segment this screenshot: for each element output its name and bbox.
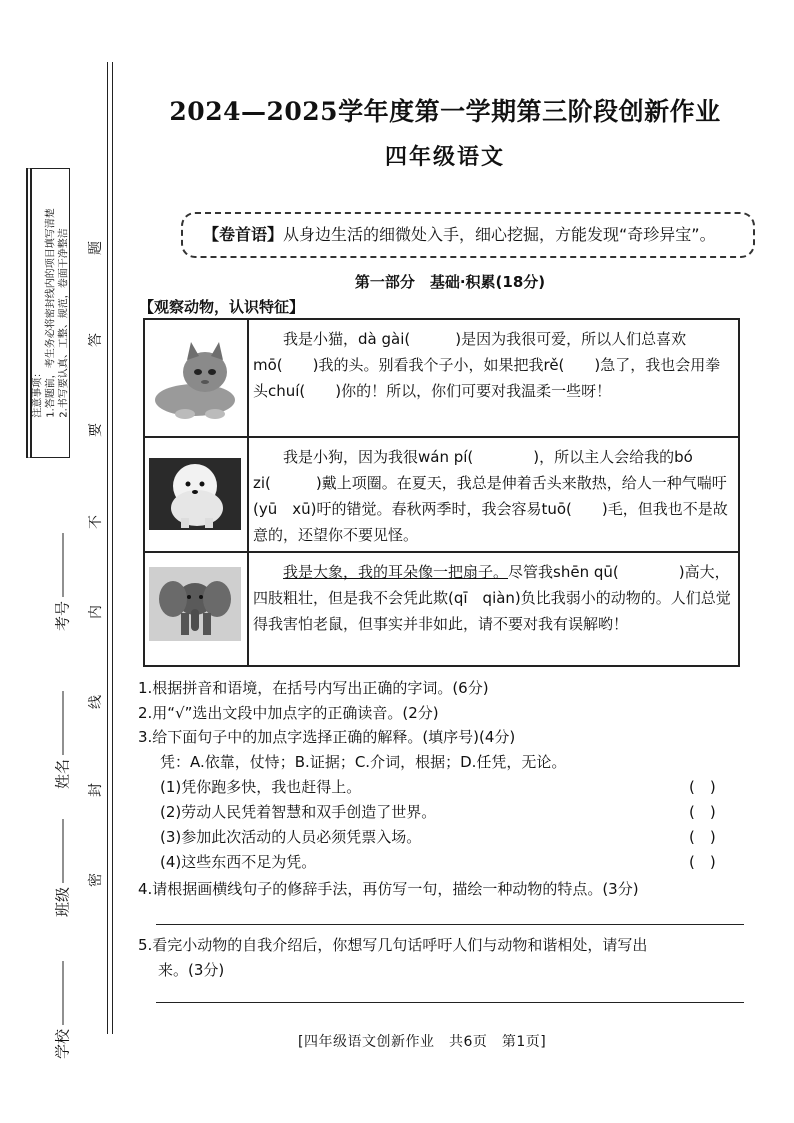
seal-char-6: 线 bbox=[88, 695, 104, 709]
dog-text: 我是小狗，因为我很wán pí( )，所以主人会给我的bó zi( )戴上项圈。在夏天，我总是伸着舌头来散热，给人一种气喘吁(yū xū)吁的错觉。春秋两季时，我会容易tuō( )毛，但我也不是故意的，还望你不要见怪。 bbox=[253, 448, 728, 544]
elephant-text-rest: 尽管我shēn qū( )高大，四肢粗壮，但是我不会凭此欺(qī qiàn)负比我弱小的动物的。人们总觉得我害怕老鼠，但事实并非如此，请不要对我有误解哟！ bbox=[253, 563, 731, 633]
notice-item-2: 2.书写要认真、工整、规范，卷面干净整洁 bbox=[58, 228, 69, 418]
section-heading: 第一部分 基础·积累(18分) bbox=[354, 273, 546, 291]
elephant-photo bbox=[145, 553, 245, 661]
answer-blank-3[interactable]: ( ) bbox=[689, 828, 716, 846]
question-5-line-2: 来。(3分) bbox=[158, 961, 225, 979]
answer-blank-4[interactable]: ( ) bbox=[689, 853, 716, 871]
answer-line-q5[interactable] bbox=[156, 1002, 744, 1003]
seal-char-2: 答 bbox=[88, 333, 104, 347]
field-school-blank[interactable] bbox=[63, 961, 64, 1025]
notice-box bbox=[26, 168, 70, 458]
field-school-label: 学校 bbox=[53, 1028, 72, 1060]
dog-photo bbox=[145, 438, 245, 549]
animal-table bbox=[143, 318, 740, 667]
section-subheading: 【观察动物，认识特征】 bbox=[139, 298, 305, 316]
question-1: 1.根据拼音和语境，在括号内写出正确的字词。(6分) bbox=[138, 679, 489, 697]
subject-title: 四年级语文 bbox=[384, 144, 505, 170]
question-4: 4.请根据画横线句子的修辞手法，再仿写一句，描绘一种动物的特点。(3分) bbox=[138, 880, 639, 898]
cat-photo bbox=[145, 320, 245, 434]
answer-blank-1[interactable]: ( ) bbox=[689, 778, 716, 796]
seal-char-7: 封 bbox=[88, 783, 104, 797]
question-2: 2.用“√”选出文段中加点字的正确读音。(2分) bbox=[138, 704, 439, 722]
seal-char-3: 要 bbox=[88, 423, 104, 437]
elephant-photo-cell bbox=[145, 553, 249, 665]
page-title: 2024—2025学年度第一学期第三阶段创新作业 bbox=[169, 97, 721, 126]
field-exam-number-blank[interactable] bbox=[63, 533, 64, 597]
answer-line-q4[interactable] bbox=[156, 924, 744, 925]
field-name bbox=[52, 691, 73, 789]
cat-text: 我是小猫，dà gài( )是因为我很可爱，所以人们总喜欢mō( )我的头。别看我个子小，如果把我rě( )急了，我也会用拳头chuí( )你的！所以，你们可要对我温柔一些呀！ bbox=[253, 330, 721, 400]
animal-row-cat bbox=[145, 320, 738, 438]
field-name-blank[interactable] bbox=[63, 691, 64, 755]
field-exam-number-label: 考号 bbox=[53, 600, 72, 632]
elephant-simile-sentence: 我是大象，我的耳朵像一把扇子。 bbox=[283, 563, 509, 581]
seal-char-8: 密 bbox=[88, 873, 104, 887]
cat-photo-cell bbox=[145, 320, 249, 436]
question-3-item-3: (3)参加此次活动的人员必须凭票入场。 bbox=[160, 828, 422, 846]
question-3: 3.给下面句子中的加点字选择正确的解释。(填序号)(4分) bbox=[138, 728, 516, 746]
page-footer: [四年级语文创新作业 共6页 第1页] bbox=[298, 1034, 547, 1050]
animal-row-elephant bbox=[145, 553, 738, 665]
field-class-label: 班级 bbox=[53, 886, 72, 918]
notice-item-1: 1.答题前，考生务必将密封线内的项目填写清楚 bbox=[45, 208, 56, 418]
field-exam-number bbox=[52, 533, 73, 631]
motto-text: 从身边生活的细微处入手，细心挖掘，方能发现“奇珍异宝”。 bbox=[283, 225, 716, 244]
question-3-item-2: (2)劳动人民凭着智慧和双手创造了世界。 bbox=[160, 803, 437, 821]
question-3-item-4: (4)这些东西不足为凭。 bbox=[160, 853, 317, 871]
question-3-item-1: (1)凭你跑多快，我也赶得上。 bbox=[160, 778, 362, 796]
seal-char-5: 内 bbox=[88, 605, 104, 619]
question-3-options: 凭：A.依靠，仗恃；B.证据；C.介词，根据；D.任凭，无论。 bbox=[160, 753, 567, 771]
motto-label: 【卷首语】 bbox=[203, 225, 284, 244]
animal-row-dog bbox=[145, 438, 738, 553]
question-5-line-1: 5.看完小动物的自我介绍后，你想写几句话呼吁人们与动物和谐相处，请写出 bbox=[138, 936, 648, 954]
seal-char-4: 不 bbox=[88, 515, 104, 529]
elephant-text bbox=[253, 559, 733, 637]
dog-photo-cell bbox=[145, 438, 249, 551]
field-name-label: 姓名 bbox=[53, 758, 72, 790]
answer-blank-2[interactable]: ( ) bbox=[689, 803, 716, 821]
field-class bbox=[52, 819, 73, 917]
binding-line-outer bbox=[107, 62, 108, 1034]
field-class-blank[interactable] bbox=[63, 819, 64, 883]
field-school bbox=[52, 961, 73, 1059]
binding-line-inner bbox=[112, 62, 113, 1034]
notice-title: 注意事项： bbox=[32, 367, 43, 418]
notice-text bbox=[31, 208, 70, 418]
motto-box bbox=[181, 212, 755, 258]
seal-char-1: 题 bbox=[88, 241, 104, 255]
